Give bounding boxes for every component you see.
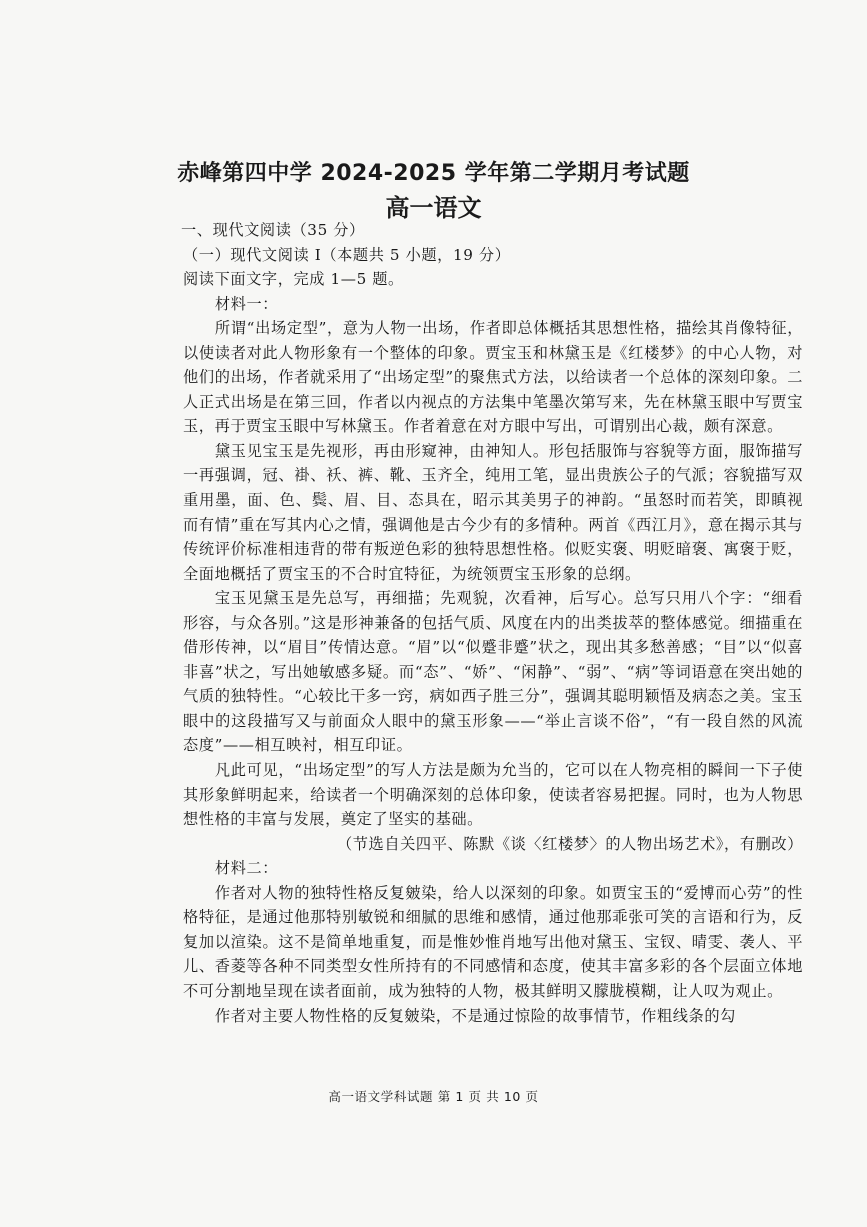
- material-1-paragraph: 凡此可见，“出场定型”的写人方法是颇为允当的，它可以在人物亮相的瞬间一下子使其形象鲜明起来，给读者一个明确深刻的总体印象，使读者容易把握。同时，也为人物思想性格的丰富与发展，奠定了坚实的基础。: [183, 761, 803, 829]
- section-subheading: （一）现代文阅读 I（本题共 5 小题，19 分）: [183, 245, 511, 264]
- material-1-paragraph: 宝玉见黛玉是先总写，再细描；先观貌，次看神，后写心。总写只用八个字：“细看形容，与众各别。”这是形神兼备的包括气质、风度在内的出类拔萃的整体感觉。细描重在借形传神，以“眉目”传情达意。“眉”以“似蹙非蹙”状之，现出其多愁善感；“目”以“似喜非喜”状之，写出她敏感多疑。而“态”、“娇”、“闲静”、“弱”、“病”等词语意在突出她的气质的独特性。“心较比干多一窍，病如西子胜三分”，强调其聪明颖悟及病态之美。宝玉眼中的这段描写又与前面众人眼中的黛玉形象——“举止言谈不俗”，“有一段自然的风流态度”——相互映衬，相互印证。: [183, 589, 803, 755]
- exam-content: [183, 218, 803, 1028]
- material-1-source: （节选自关四平、陈默《谈〈红楼梦〉的人物出场艺术》，有删改）: [336, 834, 803, 853]
- page-footer: 高一语文学科试题 第 1 页 共 10 页: [328, 1089, 539, 1104]
- exam-subject: 高一语文: [385, 194, 482, 222]
- material-1-paragraph: 黛玉见宝玉是先视形，再由形窥神，由神知人。形包括服饰与容貌等方面，服饰描写一再强调，冠、褂、袄、裤、靴、玉齐全，纯用工笔，显出贵族公子的气派；容貌描写双重用墨，面、色、鬓、眉、目、态具在，昭示其美男子的神韵。“虽怒时而若笑，即瞋视而有情”重在写其内心之情，强调他是古今少有的多情种。两首《西江月》，意在揭示其与传统评价标准相违背的带有叛逆色彩的独特思想性格。似贬实褒、明贬暗褒、寓褒于贬，全面地概括了贾宝玉的不合时宜特征，为统领贾宝玉形象的总纲。: [183, 441, 803, 583]
- material-2-paragraph: 作者对人物的独特性格反复皴染，给人以深刻的印象。如贾宝玉的“爱博而心劳”的性格特征，是通过他那特别敏锐和细腻的思维和感情，通过他那乖张可笑的言语和行为，反复加以渲染。这不是简单地重复，而是惟妙惟肖地写出他对黛玉、宝钗、晴雯、袭人、平儿、香菱等各种不同类型女性所持有的不同感情和态度，使其丰富多彩的各个层面立体地不可分割地呈现在读者面前，成为独特的人物，极其鲜明又朦胧模糊，让人叹为观止。: [183, 883, 803, 1000]
- material-2-paragraph: 作者对主要人物性格的反复皴染，不是通过惊险的故事情节，作粗线条的勾: [214, 1006, 736, 1025]
- material-1-paragraph: 所谓“出场定型”，意为人物一出场，作者即总体概括其思想性格，描绘其肖像特征，以使读者对此人物形象有一个整体的印象。贾宝玉和林黛玉是《红楼梦》的中心人物，对他们的出场，作者就采用了“出场定型”的聚焦式方法，以给读者一个总体的深刻印象。二人正式出场是在第三回，作者以内视点的方法集中笔墨次第写来，先在林黛玉眼中写贾宝玉，再于贾宝玉眼中写林黛玉。作者着意在对方眼中写出，可谓别出心裁，颇有深意。: [183, 319, 803, 436]
- reading-instruction: 阅读下面文字，完成 1—5 题。: [183, 270, 404, 289]
- exam-title: 赤峰第四中学 2024-2025 学年第二学期月考试题: [177, 161, 690, 186]
- section-heading: 一、现代文阅读（35 分）: [181, 221, 365, 239]
- material-2-label: 材料二：: [214, 859, 279, 878]
- material-1-label: 材料一：: [214, 294, 279, 313]
